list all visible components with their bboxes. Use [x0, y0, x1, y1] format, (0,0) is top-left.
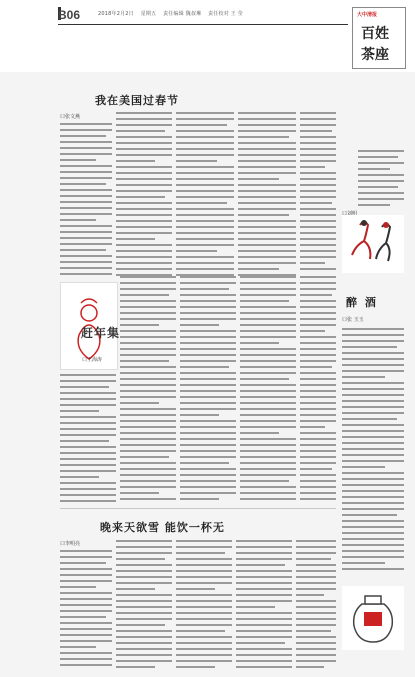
main-article-title: 我在美国过春节 — [95, 94, 179, 107]
main-article-col-5 — [300, 112, 336, 274]
header-editor: 责任编辑 魏叔琳 — [163, 11, 202, 17]
main-article-col-1 — [60, 123, 112, 279]
ganian-article-col-1 — [60, 374, 116, 506]
logo-brand: 大中清报 — [357, 12, 378, 18]
poem-byline: 口刘明 — [342, 211, 358, 217]
main-article-col-4 — [238, 112, 296, 280]
bottom-article-title: 晚来天欲雪 能饮一杯无 — [100, 521, 225, 534]
header-info — [98, 10, 248, 17]
ganian-article-byline: 口王海涛 — [82, 357, 103, 363]
bottom-article-col-3 — [176, 540, 232, 672]
bottom-article-col-5 — [296, 540, 336, 672]
ganian-article-col-2 — [120, 276, 176, 504]
dancing-figures-illustration — [342, 215, 404, 273]
column-logo — [352, 7, 406, 69]
header-rule — [58, 24, 348, 25]
page-number: B06 — [58, 8, 81, 22]
page-header — [0, 0, 415, 72]
main-article-byline: 口张文燕 — [60, 114, 81, 120]
zuijiu-article-byline: 口张 玉玉 — [342, 317, 364, 323]
logo-title-line-1: 百姓 — [361, 26, 389, 42]
bottom-article-col-1 — [60, 550, 112, 670]
ganian-article-title: 赶年集 — [81, 326, 121, 340]
bottom-article-byline: 口李明亮 — [60, 541, 81, 547]
header-weekday: 星期五 — [140, 11, 157, 17]
main-article-col-2 — [116, 112, 172, 280]
ganian-article-col-3 — [180, 276, 236, 504]
poem-text — [358, 150, 404, 210]
bottom-article-col-4 — [236, 540, 292, 672]
zuijiu-article-title: 醉 酒 — [346, 296, 378, 309]
logo-title-line-2: 茶座 — [361, 47, 389, 63]
main-article-col-3 — [176, 112, 234, 280]
section-divider — [60, 508, 336, 509]
header-proofreader: 责任校对 王 莹 — [208, 11, 243, 17]
ganian-article-col-5 — [300, 276, 336, 504]
zuijiu-article-text — [342, 328, 404, 574]
wine-jar-illustration — [342, 586, 404, 650]
bottom-article-col-2 — [116, 540, 172, 672]
ganian-article-col-4 — [240, 276, 296, 504]
header-date: 2018年2月2日 — [98, 11, 134, 17]
